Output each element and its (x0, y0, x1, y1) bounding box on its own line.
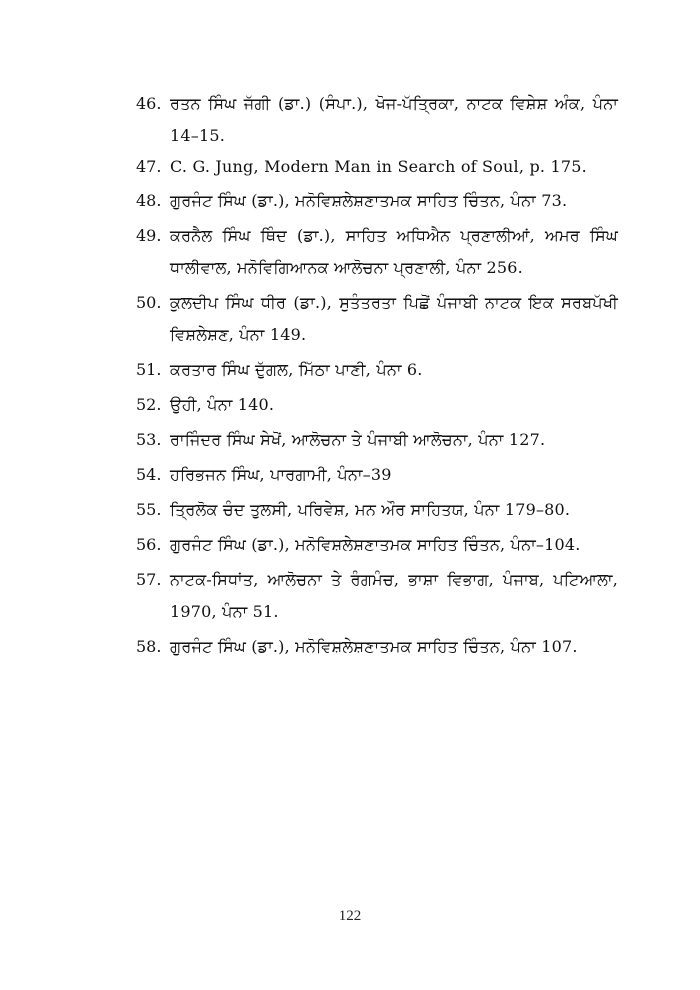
reference-text: ਹਰਿਭਜਨ ਸਿੰਘ, ਪਾਰਗਾਮੀ, ਪੰਨਾ–39 (170, 465, 392, 484)
reference-number: 52. (136, 395, 162, 414)
reference-58 (136, 631, 618, 663)
reference-number: 57. (136, 570, 162, 589)
reference-46 (136, 88, 618, 152)
reference-number: 55. (136, 500, 162, 519)
reference-number: 48. (136, 191, 162, 210)
reference-text: ਕਰਨੈਲ ਸਿੰਘ ਥਿੰਦ (ਡਾ.), ਸਾਹਿਤ ਅਧਿਐਨ ਪ੍ਰਣਾਲੀਆਂ, ਅਮਰ ਸਿੰਘ ਧਾਲੀਵਾਲ, ਮਨੋਵਿਗਿਆਨਕ ਆਲੋਚਨਾ ਪ੍ਰਣਾਲੀ, ਪੰਨਾ 256. (170, 226, 618, 277)
reference-50 (136, 287, 618, 351)
reference-number: 49. (136, 226, 162, 245)
reference-48 (136, 185, 618, 217)
reference-text: ਕੁਲਦੀਪ ਸਿੰਘ ਧੀਰ (ਡਾ.), ਸੁਤੰਤਰਤਾ ਪਿਛੋਂ ਪੰਜਾਬੀ ਨਾਟਕ ਇਕ ਸਰਬਪੱਖੀ ਵਿਸ਼ਲੇਸ਼ਣ, ਪੰਨਾ 149. (170, 293, 618, 344)
reference-number: 47. (136, 157, 162, 176)
reference-text: ਗੁਰਜੰਟ ਸਿੰਘ (ਡਾ.), ਮਨੋਵਿਸ਼ਲੇਸ਼ਣਾਤਮਕ ਸਾਹਿਤ ਚਿੰਤਨ, ਪੰਨਾ 107. (170, 637, 578, 656)
reference-51 (136, 354, 618, 386)
reference-text: ਤ੍ਰਿਲੋਕ ਚੰਦ ਤੁਲਸੀ, ਪਰਿਵੇਸ਼, ਮਨ ਔਰ ਸਾਹਿਤਯ, ਪੰਨਾ 179–80. (170, 500, 571, 519)
reference-text: ਕਰਤਾਰ ਸਿੰਘ ਦੁੱਗਲ, ਮਿੱਠਾ ਪਾਣੀ, ਪੰਨਾ 6. (170, 360, 423, 379)
reference-56 (136, 529, 618, 561)
reference-52 (136, 389, 618, 421)
reference-53 (136, 424, 618, 456)
reference-text: ਉਹੀ, ਪੰਨਾ 140. (170, 395, 275, 414)
reference-number: 56. (136, 535, 162, 554)
reference-57 (136, 564, 618, 628)
reference-number: 53. (136, 430, 162, 449)
reference-text: C. G. Jung, Modern Man in Search of Soul, p. 175. (170, 157, 587, 176)
reference-number: 51. (136, 360, 162, 379)
reference-list (136, 88, 618, 666)
reference-number: 50. (136, 293, 162, 312)
reference-55 (136, 494, 618, 526)
reference-54 (136, 459, 618, 491)
reference-47 (136, 155, 618, 179)
reference-number: 58. (136, 637, 162, 656)
reference-text: ਰਾਜਿੰਦਰ ਸਿੰਘ ਸੇਖੋਂ, ਆਲੋਚਨਾ ਤੇ ਪੰਜਾਬੀ ਆਲੋਚਨਾ, ਪੰਨਾ 127. (170, 430, 546, 449)
reference-number: 54. (136, 465, 162, 484)
reference-number: 46. (136, 94, 162, 113)
reference-49 (136, 220, 618, 284)
reference-text: ਨਾਟਕ-ਸਿਧਾਂਤ, ਆਲੋਚਨਾ ਤੇ ਰੰਗਮੰਚ, ਭਾਸ਼ਾ ਵਿਭਾਗ, ਪੰਜਾਬ, ਪਟਿਆਲਾ, 1970, ਪੰਨਾ 51. (170, 570, 618, 621)
reference-text: ਗੁਰਜੰਟ ਸਿੰਘ (ਡਾ.), ਮਨੋਵਿਸ਼ਲੇਸ਼ਣਾਤਮਕ ਸਾਹਿਤ ਚਿੰਤਨ, ਪੰਨਾ 73. (170, 191, 568, 210)
reference-text: ਗੁਰਜੰਟ ਸਿੰਘ (ਡਾ.), ਮਨੋਵਿਸ਼ਲੇਸ਼ਣਾਤਮਕ ਸਾਹਿਤ ਚਿੰਤਨ, ਪੰਨਾ–104. (170, 535, 581, 554)
page-number: 122 (338, 908, 362, 924)
reference-text: ਰਤਨ ਸਿੰਘ ਜੱਗੀ (ਡਾ.) (ਸੰਪਾ.), ਖੋਜ-ਪੱਤ੍ਰਿਕਾ, ਨਾਟਕ ਵਿਸ਼ੇਸ਼ ਅੰਕ, ਪੰਨਾ 14–15. (170, 94, 618, 145)
